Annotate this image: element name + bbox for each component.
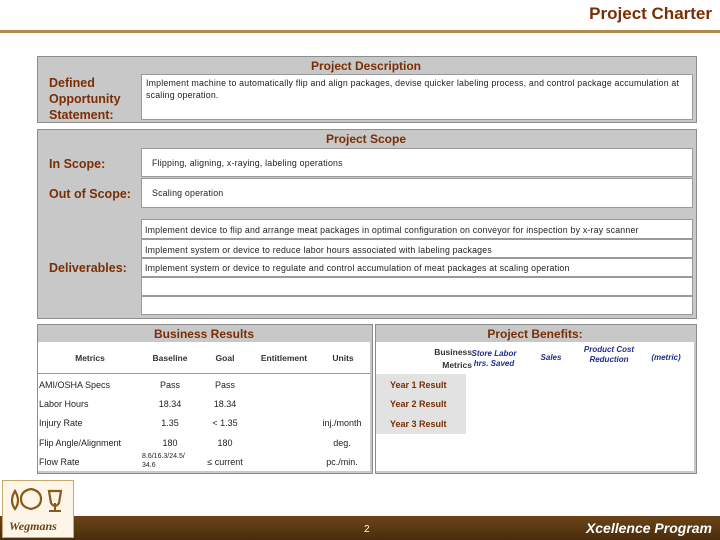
table-row-units: pc./min. [326, 457, 358, 467]
year-2-result: Year 2 Result [390, 399, 447, 409]
table-row-goal: < 1.35 [212, 418, 238, 428]
opportunity-label: Defined Opportunity Statement: [49, 76, 121, 122]
benefit-col-sales: Sales [540, 353, 562, 362]
benefit-col-store-labor: Store Labor hrs. Saved [471, 349, 517, 368]
table-row-metric: AMI/OSHA Specs [39, 380, 111, 390]
page-number: 2 [364, 524, 370, 535]
col-goal: Goal [215, 353, 235, 363]
deliverable-item: Implement system or device to reduce labor hours associated with labeling packages [141, 239, 693, 258]
benefits-metrics-label: Metrics [442, 360, 472, 370]
table-row-metric: Labor Hours [39, 399, 89, 409]
table-row-units: deg. [333, 438, 351, 448]
out-of-scope-label: Out of Scope: [49, 187, 131, 201]
col-baseline: Baseline [152, 353, 188, 363]
table-row-goal: ≤ current [207, 457, 243, 467]
table-row-baseline: 1.35 [161, 418, 179, 428]
project-benefits-header: Project Benefits: [487, 327, 583, 341]
table-row-baseline: 8.6/16.3/24.5/ 34.6 [142, 453, 185, 469]
benefits-business-label: Business [434, 347, 472, 357]
logo-wordmark: Wegmans [9, 519, 57, 533]
table-row-metric: Flow Rate [39, 457, 80, 467]
table-row-goal: 18.34 [213, 399, 237, 409]
year-3-result: Year 3 Result [390, 419, 447, 429]
table-row-metric: Injury Rate [39, 418, 83, 428]
header-divider [38, 373, 370, 374]
title-underline [0, 30, 720, 33]
table-row-baseline: Pass [159, 380, 180, 390]
col-metrics: Metrics [75, 353, 105, 363]
benefit-col-metric: (metric) [651, 353, 681, 362]
col-units: Units [332, 353, 354, 363]
benefit-col-product-cost: Product Cost Reduction [583, 345, 635, 364]
deliverables-label: Deliverables: [49, 261, 127, 275]
table-row-goal: Pass [214, 380, 235, 390]
wegmans-logo [2, 480, 74, 538]
project-scope-header: Project Scope [325, 132, 407, 146]
deliverable-item: Implement device to flip and arrange meat packages in optimal configuration on conveyor for inspection by x-ray scanner [141, 219, 693, 239]
in-scope-text: Flipping, aligning, x-raying, labeling operations [141, 148, 693, 177]
out-of-scope-text: Scaling operation [141, 178, 693, 208]
year-1-result: Year 1 Result [390, 380, 447, 390]
project-description-header: Project Description [310, 59, 422, 73]
business-results-header: Business Results [153, 327, 255, 341]
page-title: Project Charter [589, 4, 712, 23]
table-row-baseline: 180 [162, 438, 178, 448]
deliverable-item [141, 296, 693, 315]
table-row-baseline: 18.34 [158, 399, 182, 409]
in-scope-label: In Scope: [49, 157, 106, 171]
table-row-units: inj./month [322, 418, 362, 428]
table-row-goal: 180 [217, 438, 233, 448]
opportunity-text: Implement machine to automatically flip and align packages, devise quicker labeling process, and control package accumulation at scaling operation. [141, 74, 693, 120]
col-entitlement: Entitlement [260, 353, 308, 363]
table-row-metric: Flip Angle/Alignment [39, 438, 122, 448]
program-name: Xcellence Program [585, 520, 712, 536]
deliverable-item: Implement system or device to regulate and control accumulation of meat packages at scaling operation [141, 258, 693, 277]
deliverable-item [141, 277, 693, 296]
